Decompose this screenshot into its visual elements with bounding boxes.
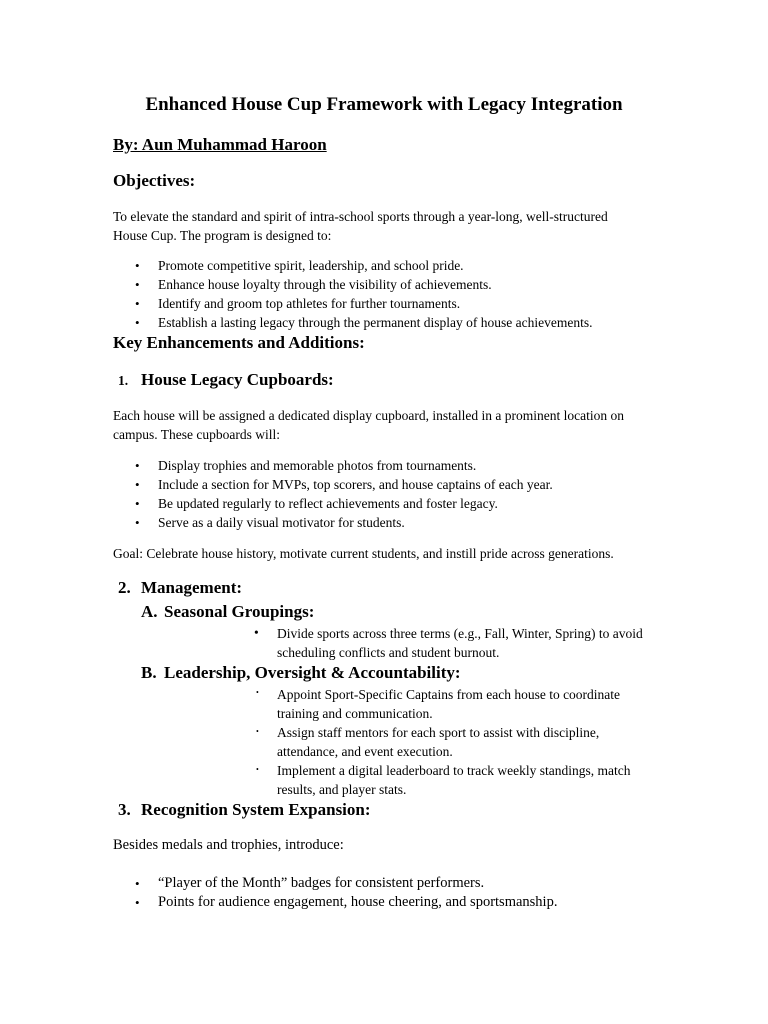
section-2-title: Management:: [141, 578, 243, 597]
bullet-icon: •: [135, 515, 140, 530]
bullet-icon: •: [135, 895, 140, 910]
list-item: • Establish a lasting legacy through the permanent display of house achievements.: [135, 315, 593, 330]
section-3-number: 3.: [118, 800, 131, 819]
section-2-number: 2.: [118, 578, 131, 597]
bullet-icon: •: [135, 277, 140, 292]
section-1-title: House Legacy Cupboards:: [141, 370, 334, 389]
bullet-icon: •: [135, 458, 140, 473]
leadership-item-2-line-1: Assign staff mentors for each sport to assist with discipline,: [277, 725, 600, 740]
list-item: • Points for audience engagement, house cheering, and sportsmanship.: [135, 894, 558, 910]
section-3-intro: Besides medals and trophies, introduce:: [113, 837, 344, 853]
bullet-icon: •: [256, 688, 259, 697]
section-2b-letter: B.: [141, 663, 157, 682]
section-2b-title: Leadership, Oversight & Accountability:: [164, 663, 461, 682]
recognition-list: [113, 874, 557, 912]
seasonal-item-line-1: Divide sports across three terms (e.g., Fall, Winter, Spring) to avoid: [277, 626, 643, 641]
document-title: Enhanced House Cup Framework with Legacy Integration: [145, 94, 623, 115]
bullet-icon: •: [135, 258, 140, 273]
bullet-icon: •: [135, 315, 140, 330]
leadership-item-3-line-1: Implement a digital leaderboard to track weekly standings, match: [277, 763, 631, 778]
bullet-icon: •: [254, 625, 259, 640]
bullet-icon: •: [135, 477, 140, 492]
section-3-title: Recognition System Expansion:: [141, 800, 371, 819]
bullet-icon: •: [135, 876, 140, 891]
author-byline: By: Aun Muhammad Haroon: [113, 135, 327, 154]
section-1-goal: Goal: Celebrate house history, motivate current students, and instill pride across generations.: [113, 546, 614, 561]
leadership-item-3-line-2: results, and player stats.: [277, 782, 407, 797]
objectives-intro-line-2: House Cup. The program is designed to:: [113, 228, 332, 243]
bullet-icon: •: [135, 496, 140, 511]
section-2a-title: Seasonal Groupings:: [164, 602, 315, 621]
list-item: • Promote competitive spirit, leadership, and school pride.: [135, 258, 464, 273]
section-1-intro-line-2: campus. These cupboards will:: [113, 427, 280, 442]
list-item: • “Player of the Month” badges for consistent performers.: [135, 875, 485, 891]
list-item: • Serve as a daily visual motivator for students.: [135, 515, 405, 530]
list-item: • Display trophies and memorable photos from tournaments.: [135, 458, 477, 473]
leadership-item-2-line-2: attendance, and event execution.: [277, 744, 453, 759]
leadership-item-1-line-1: Appoint Sport-Specific Captains from each house to coordinate: [277, 687, 621, 702]
bullet-icon: •: [256, 765, 259, 774]
objectives-intro-line-1: To elevate the standard and spirit of intra-school sports through a year-long, well-structured: [113, 209, 608, 224]
objectives-heading: Objectives:: [113, 171, 196, 190]
list-item: • Be updated regularly to reflect achievements and foster legacy.: [135, 496, 498, 511]
leadership-item-1-line-2: training and communication.: [277, 706, 433, 721]
objectives-list: [113, 256, 593, 332]
section-1-number: 1.: [118, 373, 129, 388]
section-1-intro-line-1: Each house will be assigned a dedicated display cupboard, installed in a prominent location on: [113, 408, 624, 423]
list-item: • Include a section for MVPs, top scorers, and house captains of each year.: [135, 477, 553, 492]
key-enhancements-heading: Key Enhancements and Additions:: [113, 333, 365, 352]
bullet-icon: •: [256, 727, 259, 736]
section-2a-letter: A.: [141, 602, 158, 621]
list-item: • Enhance house loyalty through the visibility of achievements.: [135, 277, 492, 292]
list-item: • Identify and groom top athletes for further tournaments.: [135, 296, 461, 311]
cupboards-list: [113, 456, 553, 532]
bullet-icon: •: [135, 296, 140, 311]
seasonal-item-line-2: scheduling conflicts and student burnout.: [277, 645, 500, 660]
